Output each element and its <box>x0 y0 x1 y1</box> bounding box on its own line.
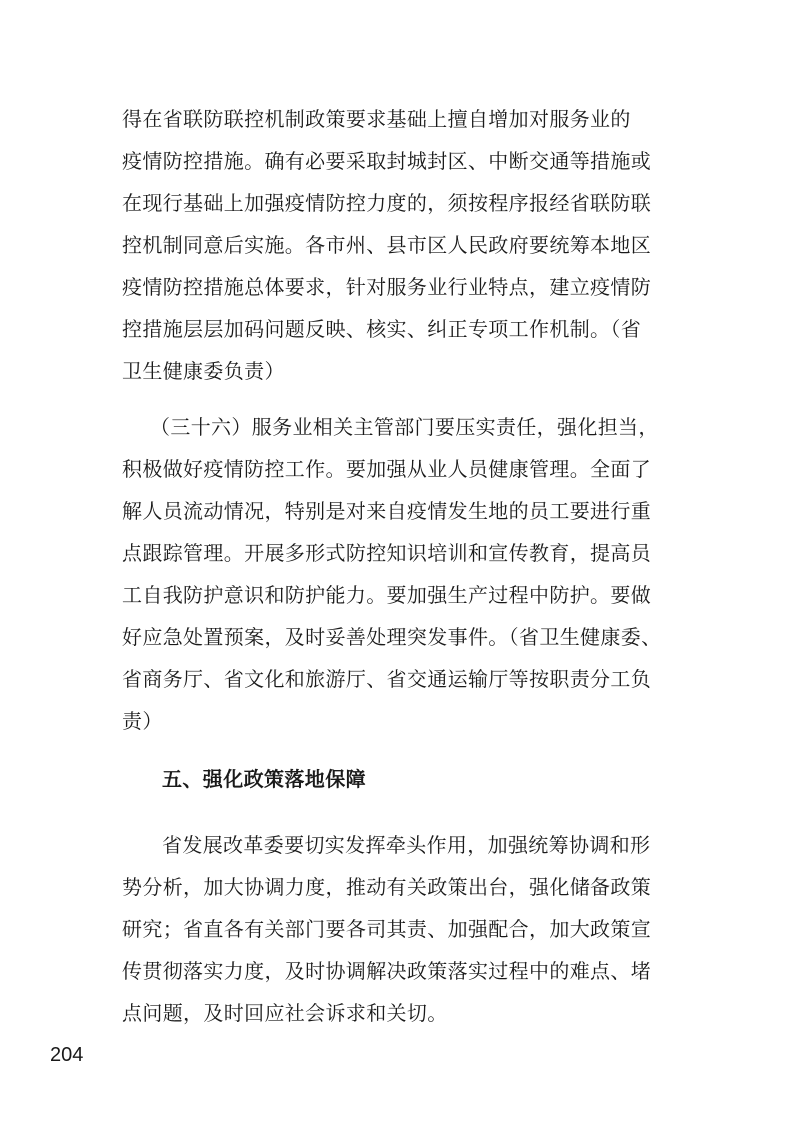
paragraph-line: 卫生健康委负责） <box>122 359 285 383</box>
paragraph-line: 解人员流动情况，特别是对来自疫情发生地的员工要进行重 <box>122 499 652 523</box>
paragraph-line: 省商务厅、省文化和旅游厅、省交通运输厅等按职责分工负 <box>122 667 652 691</box>
paragraph-line: 控机制同意后实施。各市州、县市区人民政府要统筹本地区 <box>122 233 652 257</box>
paragraph-line: 疫情防控措施总体要求，针对服务业行业特点，建立疫情防 <box>122 275 652 299</box>
paragraph-line: 积极做好疫情防控工作。要加强从业人员健康管理。全面了 <box>122 457 652 481</box>
page-number: 204 <box>50 1044 84 1066</box>
paragraph-line: 得在省联防联控机制政策要求基础上擅自增加对服务业的 <box>122 107 631 131</box>
paragraph-line: 研究；省直各有关部门要各司其责、加强配合，加大政策宣 <box>122 917 652 941</box>
paragraph-line: 好应急处置预案，及时妥善处理突发事件。（省卫生健康委、 <box>122 625 662 649</box>
paragraph-line: 工自我防护意识和防护能力。要加强生产过程中防护。要做 <box>122 583 652 607</box>
paragraph-line: 责） <box>122 709 163 733</box>
paragraph-line: 在现行基础上加强疫情防控力度的，须按程序报经省联防联 <box>122 191 652 215</box>
paragraph-line: 疫情防控措施。确有必要采取封城封区、中断交通等措施或 <box>122 149 652 173</box>
paragraph-line: 控措施层层加码问题反映、核实、纠正专项工作机制。（省 <box>122 317 642 341</box>
paragraph-line: 点跟踪管理。开展多形式防控知识培训和宣传教育，提高员 <box>122 541 652 565</box>
paragraph-line: 点问题，及时回应社会诉求和关切。 <box>122 1001 448 1025</box>
paragraph-line: （三十六）服务业相关主管部门要压实责任，强化担当， <box>150 415 659 439</box>
paragraph-line: 势分析，加大协调力度，推动有关政策出台，强化储备政策 <box>122 875 652 899</box>
section-heading: 五、强化政策落地保障 <box>162 767 366 791</box>
paragraph-line: 省发展改革委要切实发挥牵头作用，加强统筹协调和形 <box>162 833 651 857</box>
paragraph-line: 传贯彻落实力度，及时协调解决政策落实过程中的难点、堵 <box>122 959 652 983</box>
